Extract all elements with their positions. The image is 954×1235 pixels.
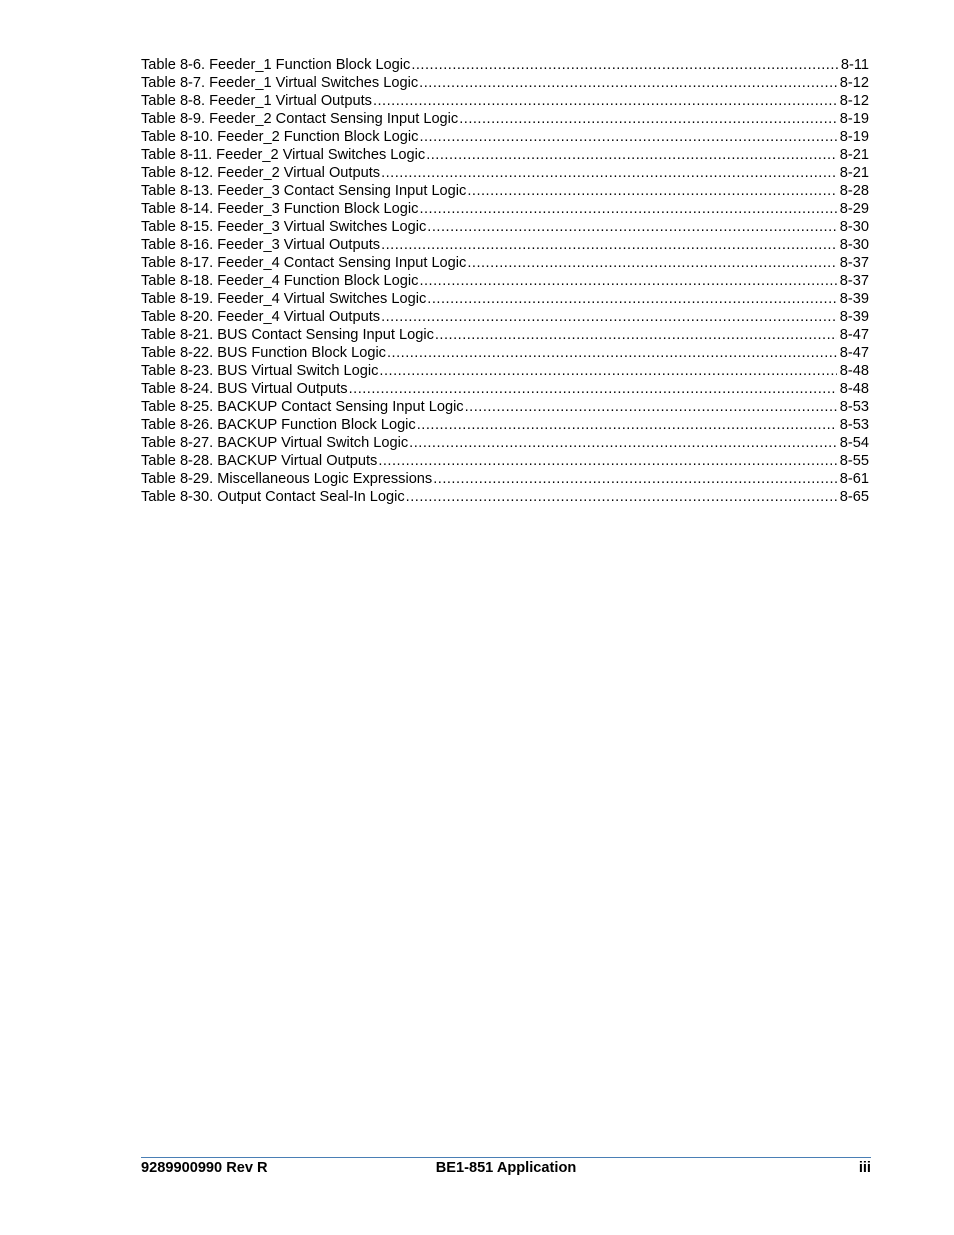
toc-entry-label: Table 8-26. BACKUP Function Block Logic xyxy=(141,417,416,433)
toc-entry[interactable] xyxy=(141,434,869,452)
toc-entry[interactable] xyxy=(141,362,869,380)
toc-entry-label: Table 8-16. Feeder_3 Virtual Outputs xyxy=(141,237,381,253)
toc-entry-label: Table 8-18. Feeder_4 Function Block Logic xyxy=(141,273,419,289)
toc-entry-page: 8-21 xyxy=(839,165,869,181)
toc-entry-label: Table 8-9. Feeder_2 Contact Sensing Input Logic xyxy=(141,111,459,127)
toc-entry[interactable] xyxy=(141,146,869,164)
document-title: BE1-851 Application xyxy=(435,1160,577,1176)
toc-entry-label: Table 8-21. BUS Contact Sensing Input Logic xyxy=(141,327,434,343)
toc-entry[interactable] xyxy=(141,416,869,434)
toc-entry[interactable] xyxy=(141,218,869,236)
toc-leader-dots xyxy=(427,290,836,308)
toc-leader-dots xyxy=(427,218,836,236)
toc-entry-page: 8-61 xyxy=(839,471,869,487)
toc-leader-dots xyxy=(381,308,837,326)
toc-entry-page: 8-53 xyxy=(839,417,869,433)
toc-entry[interactable] xyxy=(141,236,869,254)
toc-entry[interactable] xyxy=(141,380,869,398)
toc-entry-page: 8-48 xyxy=(839,381,869,397)
toc-entry-label: Table 8-19. Feeder_4 Virtual Switches Logic xyxy=(141,291,427,307)
toc-entry-label: Table 8-10. Feeder_2 Function Block Logic xyxy=(141,129,419,145)
toc-entry-page: 8-21 xyxy=(839,147,869,163)
toc-leader-dots xyxy=(379,362,836,380)
toc-entry-page: 8-55 xyxy=(839,453,869,469)
toc-leader-dots xyxy=(378,452,836,470)
toc-leader-dots xyxy=(349,380,837,398)
toc-entry[interactable] xyxy=(141,470,869,488)
toc-leader-dots xyxy=(467,254,836,272)
toc-entry-page: 8-30 xyxy=(839,237,869,253)
toc-entry-page: 8-47 xyxy=(839,327,869,343)
toc-leader-dots xyxy=(381,164,837,182)
toc-leader-dots xyxy=(419,200,836,218)
toc-entry-label: Table 8-20. Feeder_4 Virtual Outputs xyxy=(141,309,381,325)
toc-leader-dots xyxy=(426,146,837,164)
toc-entry-page: 8-65 xyxy=(839,489,869,505)
toc-entry-label: Table 8-12. Feeder_2 Virtual Outputs xyxy=(141,165,381,181)
toc-entry[interactable] xyxy=(141,182,869,200)
toc-entry-label: Table 8-30. Output Contact Seal-In Logic xyxy=(141,489,405,505)
toc-entry-page: 8-53 xyxy=(839,399,869,415)
toc-entry[interactable] xyxy=(141,326,869,344)
toc-entry-label: Table 8-23. BUS Virtual Switch Logic xyxy=(141,363,379,379)
toc-entry-label: Table 8-17. Feeder_4 Contact Sensing Input Logic xyxy=(141,255,467,271)
toc-leader-dots xyxy=(435,326,837,344)
table-of-contents xyxy=(141,56,869,506)
toc-entry-label: Table 8-15. Feeder_3 Virtual Switches Logic xyxy=(141,219,427,235)
toc-entry-label: Table 8-7. Feeder_1 Virtual Switches Logic xyxy=(141,75,419,91)
toc-leader-dots xyxy=(419,74,837,92)
toc-entry-label: Table 8-13. Feeder_3 Contact Sensing Input Logic xyxy=(141,183,467,199)
toc-entry-label: Table 8-11. Feeder_2 Virtual Switches Logic xyxy=(141,147,426,163)
document-number: 9289900990 Rev R xyxy=(141,1160,268,1176)
toc-leader-dots xyxy=(373,92,837,110)
toc-leader-dots xyxy=(419,128,836,146)
toc-entry-label: Table 8-29. Miscellaneous Logic Expressions xyxy=(141,471,433,487)
toc-entry-page: 8-12 xyxy=(839,75,869,91)
toc-entry-page: 8-47 xyxy=(839,345,869,361)
toc-entry-label: Table 8-28. BACKUP Virtual Outputs xyxy=(141,453,378,469)
toc-entry-page: 8-30 xyxy=(839,219,869,235)
toc-entry-page: 8-37 xyxy=(839,255,869,271)
toc-entry-page: 8-12 xyxy=(839,93,869,109)
toc-entry-label: Table 8-8. Feeder_1 Virtual Outputs xyxy=(141,93,372,109)
toc-entry-page: 8-11 xyxy=(840,57,869,73)
toc-entry[interactable] xyxy=(141,92,869,110)
toc-leader-dots xyxy=(419,272,836,290)
toc-entry[interactable] xyxy=(141,74,869,92)
toc-entry-page: 8-39 xyxy=(839,291,869,307)
toc-leader-dots xyxy=(433,470,837,488)
toc-entry[interactable] xyxy=(141,128,869,146)
toc-leader-dots xyxy=(409,434,837,452)
toc-entry-label: Table 8-24. BUS Virtual Outputs xyxy=(141,381,348,397)
toc-leader-dots xyxy=(406,488,837,506)
toc-leader-dots xyxy=(411,56,838,74)
toc-entry[interactable] xyxy=(141,344,869,362)
toc-entry[interactable] xyxy=(141,254,869,272)
toc-leader-dots xyxy=(467,182,836,200)
toc-entry-page: 8-48 xyxy=(839,363,869,379)
toc-entry-page: 8-19 xyxy=(839,129,869,145)
toc-entry-page: 8-54 xyxy=(839,435,869,451)
toc-entry-label: Table 8-6. Feeder_1 Function Block Logic xyxy=(141,57,411,73)
toc-entry[interactable] xyxy=(141,110,869,128)
toc-entry-page: 8-28 xyxy=(839,183,869,199)
toc-entry[interactable] xyxy=(141,272,869,290)
toc-leader-dots xyxy=(459,110,837,128)
toc-leader-dots xyxy=(387,344,837,362)
toc-entry[interactable] xyxy=(141,164,869,182)
toc-entry-page: 8-19 xyxy=(839,111,869,127)
toc-leader-dots xyxy=(417,416,837,434)
toc-entry[interactable] xyxy=(141,488,869,506)
toc-entry-label: Table 8-25. BACKUP Contact Sensing Input Logic xyxy=(141,399,464,415)
toc-entry[interactable] xyxy=(141,290,869,308)
toc-entry-label: Table 8-14. Feeder_3 Function Block Logic xyxy=(141,201,419,217)
toc-entry[interactable] xyxy=(141,56,869,74)
toc-entry-page: 8-39 xyxy=(839,309,869,325)
toc-leader-dots xyxy=(465,398,837,416)
toc-entry-page: 8-29 xyxy=(839,201,869,217)
page-number: iii xyxy=(858,1160,871,1176)
page-footer xyxy=(141,1157,871,1176)
toc-entry-label: Table 8-22. BUS Function Block Logic xyxy=(141,345,386,361)
toc-entry[interactable] xyxy=(141,452,869,470)
toc-entry[interactable] xyxy=(141,200,869,218)
toc-entry[interactable] xyxy=(141,308,869,326)
toc-leader-dots xyxy=(381,236,837,254)
toc-entry-page: 8-37 xyxy=(839,273,869,289)
toc-entry[interactable] xyxy=(141,398,869,416)
toc-entry-label: Table 8-27. BACKUP Virtual Switch Logic xyxy=(141,435,409,451)
